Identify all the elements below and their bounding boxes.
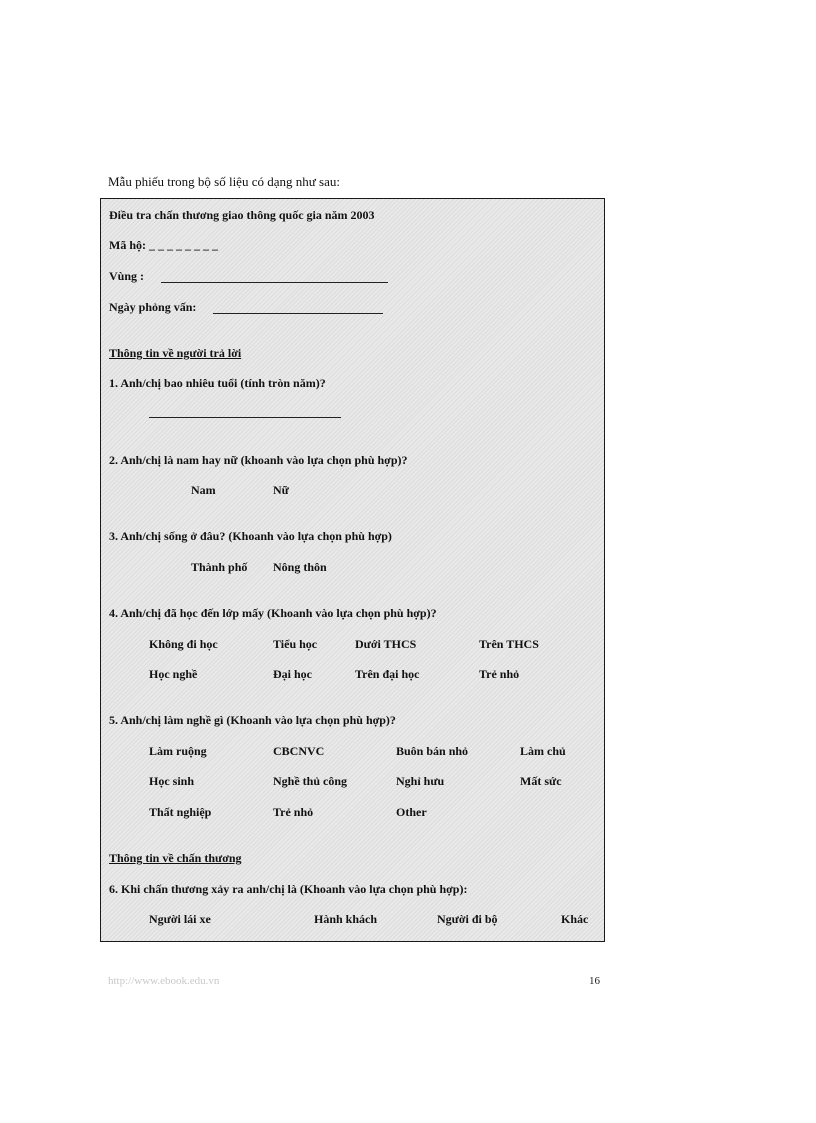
q5-option: Làm ruộng xyxy=(149,744,207,758)
q5-option: Làm chủ xyxy=(520,744,566,758)
q5-option: Nghề thủ công xyxy=(273,774,348,788)
q4-option: Trên đại học xyxy=(355,667,420,681)
q5-option: Học sinh xyxy=(149,774,195,788)
q2-option: Nữ xyxy=(273,483,289,497)
interview-date-line xyxy=(213,313,383,314)
q6-option: Người lái xe xyxy=(149,912,211,926)
q4-option: Không đi học xyxy=(149,637,218,651)
q5-option: Mất sức xyxy=(520,774,562,788)
survey-form xyxy=(100,198,605,942)
q5-option: Thất nghiệp xyxy=(149,805,212,819)
interview-date-label: Ngày phỏng vấn: xyxy=(109,300,197,314)
page-number: 16 xyxy=(589,975,600,987)
section-respondent-info: Thông tin về người trả lời xyxy=(109,346,242,360)
household-code-field: Mã hộ: _ _ _ _ _ _ _ _ xyxy=(109,238,218,252)
q4-option: Trên THCS xyxy=(479,637,539,651)
question-1: 1. Anh/chị bao nhiêu tuổi (tính tròn năm)? xyxy=(109,376,326,390)
q4-option: Đại học xyxy=(273,667,312,681)
footer-url: http://www.ebook.edu.vn xyxy=(108,975,220,987)
q3-option: Nông thôn xyxy=(273,560,327,574)
region-line xyxy=(161,282,388,283)
q5-option: CBCNVC xyxy=(273,744,325,758)
q5-option: Buôn bán nhỏ xyxy=(396,744,469,758)
q4-option: Dưới THCS xyxy=(355,637,417,651)
question-3: 3. Anh/chị sống ở đâu? (Khoanh vào lựa chọn phù hợp) xyxy=(109,529,392,543)
q5-option: Nghỉ hưu xyxy=(396,774,445,788)
q3-option: Thành phố xyxy=(191,560,248,574)
q4-option: Tiểu học xyxy=(273,637,318,651)
q5-option: Other xyxy=(396,805,427,819)
question-4: 4. Anh/chị đã học đến lớp mấy (Khoanh vào lựa chọn phù hợp)? xyxy=(109,606,437,620)
section-injury-info: Thông tin về chấn thương xyxy=(109,851,242,865)
q2-option: Nam xyxy=(191,483,216,497)
q6-option: Khác xyxy=(561,912,589,926)
region-label: Vùng : xyxy=(109,269,145,283)
question-2: 2. Anh/chị là nam hay nữ (khoanh vào lựa chọn phù hợp)? xyxy=(109,453,408,467)
question-5: 5. Anh/chị làm nghề gì (Khoanh vào lựa chọn phù hợp)? xyxy=(109,713,396,727)
intro-text: Mẫu phiếu trong bộ số liệu có dạng như sau: xyxy=(108,174,340,189)
q4-option: Học nghề xyxy=(149,667,198,681)
question-6: 6. Khi chấn thương xảy ra anh/chị là (Khoanh vào lựa chọn phù hợp): xyxy=(109,882,468,896)
age-answer-line xyxy=(149,417,341,418)
form-title: Điều tra chấn thương giao thông quốc gia năm 2003 xyxy=(109,208,375,222)
q4-option: Trẻ nhỏ xyxy=(479,667,520,681)
q5-option: Trẻ nhỏ xyxy=(273,805,314,819)
q6-option: Người đi bộ xyxy=(437,912,498,926)
q6-option: Hành khách xyxy=(314,912,378,926)
